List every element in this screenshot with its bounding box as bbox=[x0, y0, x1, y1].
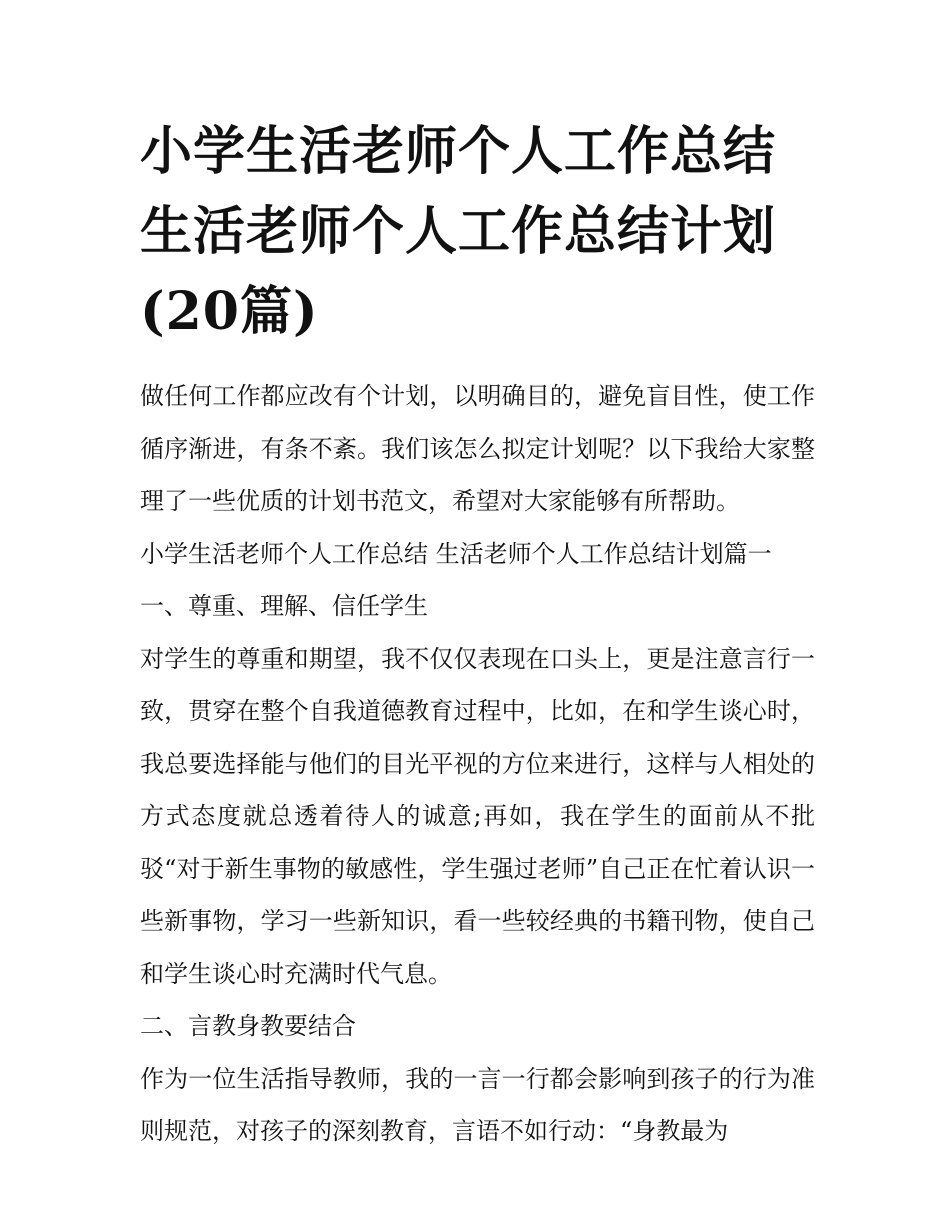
document-body bbox=[140, 370, 815, 1158]
body-paragraph-1: 对学生的尊重和期望，我不仅仅表现在口头上，更是注意言行一致，贯穿在整个自我道德教育过程中，比如，在和学生谈心时，我总要选择能与他们的目光平视的方位来进行，这样与人相处的方式态度就总透着待人的诚意;再如，我在学生的面前从不批驳“对于新生事物的敏感性，学生强过老师”自己正在忙着认识一些新事物，学习一些新知识，看一些较经典的书籍刊物，使自己和学生谈心时充满时代气息。 bbox=[140, 644, 815, 988]
subheading-2: 二、言教身教要结合 bbox=[140, 1012, 356, 1040]
subheading-1: 一、尊重、理解、信任学生 bbox=[140, 592, 428, 620]
section-heading: 小学生活老师个人工作总结 生活老师个人工作总结计划篇一 bbox=[140, 539, 772, 568]
intro-paragraph: 做任何工作都应改有个计划，以明确目的，避免盲目性，使工作循序渐进，有条不紊。我们该怎么拟定计划呢？以下我给大家整理了一些优质的计划书范文，希望对大家能够有所帮助。 bbox=[140, 382, 815, 515]
body-paragraph-2: 作为一位生活指导教师，我的一言一行都会影响到孩子的行为准则规范，对孩子的深刻教育，言语不如行动：“身教最为 bbox=[140, 1064, 815, 1145]
document-title: 小学生活老师个人工作总结 生活老师个人工作总结计划(20篇) bbox=[140, 121, 777, 342]
document-page bbox=[140, 112, 815, 1158]
